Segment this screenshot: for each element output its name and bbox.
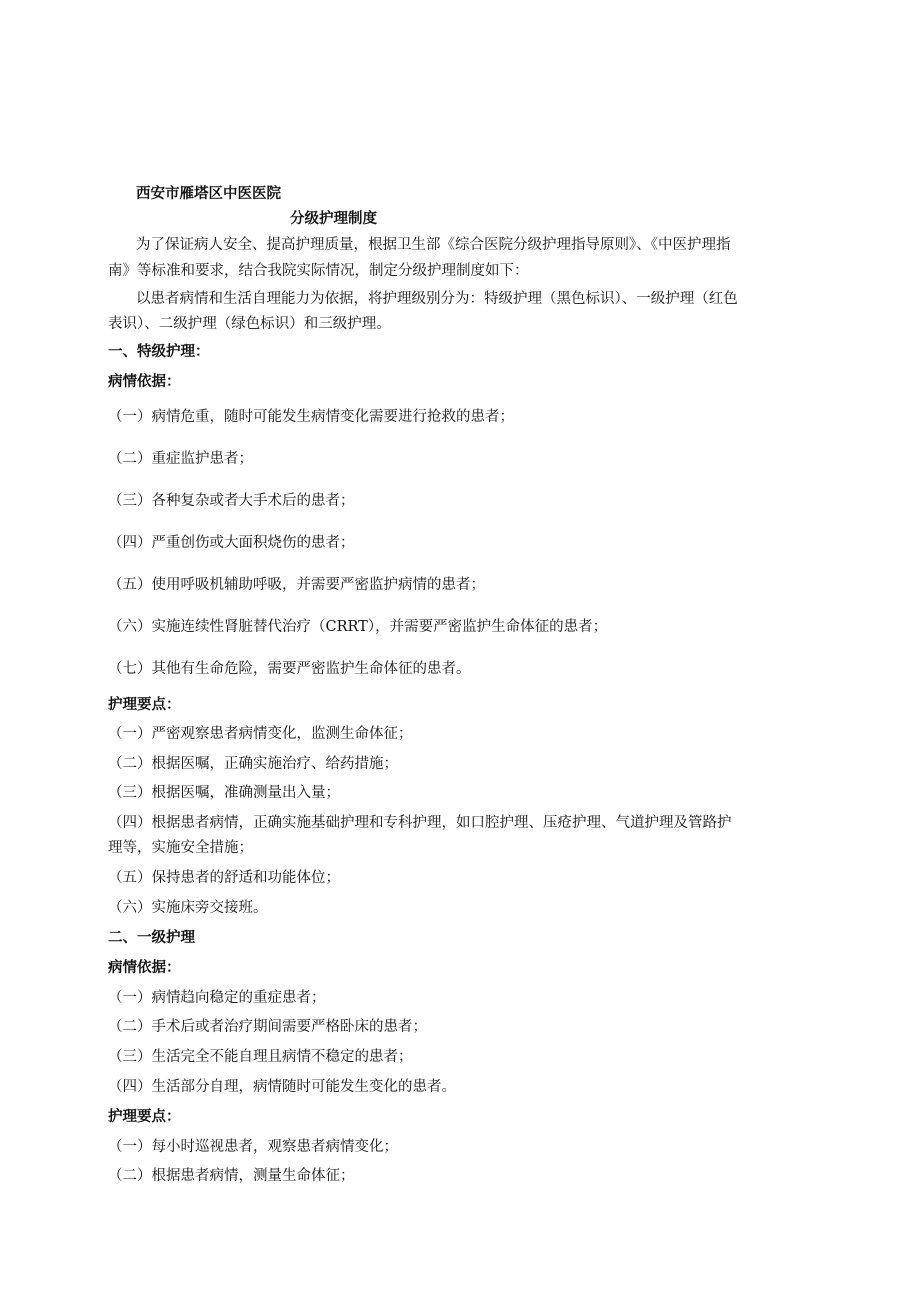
section-1-care-item-continuation: 理等，实施安全措施； bbox=[108, 840, 253, 856]
section-2-criteria-heading: 病情依据： bbox=[108, 960, 181, 976]
section-1-criteria-item: （五）使用呼吸机辅助呼吸，并需要严密监护病情的患者； bbox=[108, 577, 485, 593]
section-1-care-item: （一）严密观察患者病情变化，监测生命体征； bbox=[108, 726, 413, 742]
section-1-heading: 一、特级护理： bbox=[108, 344, 210, 360]
section-2-criteria-item: （二）手术后或者治疗期间需要严格卧床的患者； bbox=[108, 1019, 427, 1035]
section-1-criteria-item: （七）其他有生命危险，需要严密监护生命体征的患者。 bbox=[108, 661, 471, 677]
intro-paragraph-line-1: 为了保证病人安全、提高护理质量，根据卫生部《综合医院分级护理指导原则》、《中医护理指 bbox=[136, 237, 731, 253]
section-1-criteria-item: （二）重症监护患者； bbox=[108, 451, 253, 467]
section-2-care-heading: 护理要点： bbox=[108, 1109, 181, 1125]
section-2-care-item: （一）每小时巡视患者，观察患者病情变化； bbox=[108, 1139, 398, 1155]
section-1-care-item: （五）保持患者的舒适和功能体位； bbox=[108, 870, 340, 886]
section-1-criteria-item: （一）病情危重，随时可能发生病情变化需要进行抢救的患者； bbox=[108, 409, 514, 425]
section-1-care-item: （六）实施床旁交接班。 bbox=[108, 900, 268, 916]
section-1-criteria-item: （四）严重创伤或大面积烧伤的患者； bbox=[108, 535, 355, 551]
intro-paragraph-line-2: 南》等标准和要求，结合我院实际情况，制定分级护理制度如下： bbox=[108, 263, 529, 279]
section-1-care-item: （四）根据患者病情，正确实施基础护理和专科护理，如口腔护理、压疮护理、气道护理及管路护 bbox=[108, 815, 732, 831]
hospital-name: 西安市雁塔区中医医院 bbox=[136, 186, 281, 202]
section-1-criteria-item: （六）实施连续性肾脏替代治疗（CRRT），并需要严密监护生命体征的患者； bbox=[108, 619, 608, 635]
section-1-criteria-item: （三）各种复杂或者大手术后的患者； bbox=[108, 493, 355, 509]
section-2-criteria-item: （四）生活部分自理，病情随时可能发生变化的患者。 bbox=[108, 1079, 456, 1095]
section-1-care-item: （二）根据医嘱，正确实施治疗、给药措施； bbox=[108, 756, 398, 772]
basis-paragraph-line-1: 以患者病情和生活自理能力为依据，将护理级别分为：特级护理（黑色标识）、一级护理（红色 bbox=[136, 291, 738, 307]
section-2-heading: 二、一级护理 bbox=[108, 930, 195, 946]
section-1-care-heading: 护理要点： bbox=[108, 697, 181, 713]
section-2-criteria-item: （一）病情趋向稳定的重症患者； bbox=[108, 990, 326, 1006]
section-2-criteria-item: （三）生活完全不能自理且病情不稳定的患者； bbox=[108, 1049, 413, 1065]
basis-paragraph-line-2: 表识）、二级护理（绿色标识）和三级护理。 bbox=[108, 316, 391, 332]
section-2-care-item: （二）根据患者病情，测量生命体征； bbox=[108, 1168, 355, 1184]
section-1-criteria-heading: 病情依据： bbox=[108, 374, 181, 390]
section-1-care-item: （三）根据医嘱，准确测量出入量； bbox=[108, 785, 340, 801]
document-title: 分级护理制度 bbox=[290, 211, 377, 227]
